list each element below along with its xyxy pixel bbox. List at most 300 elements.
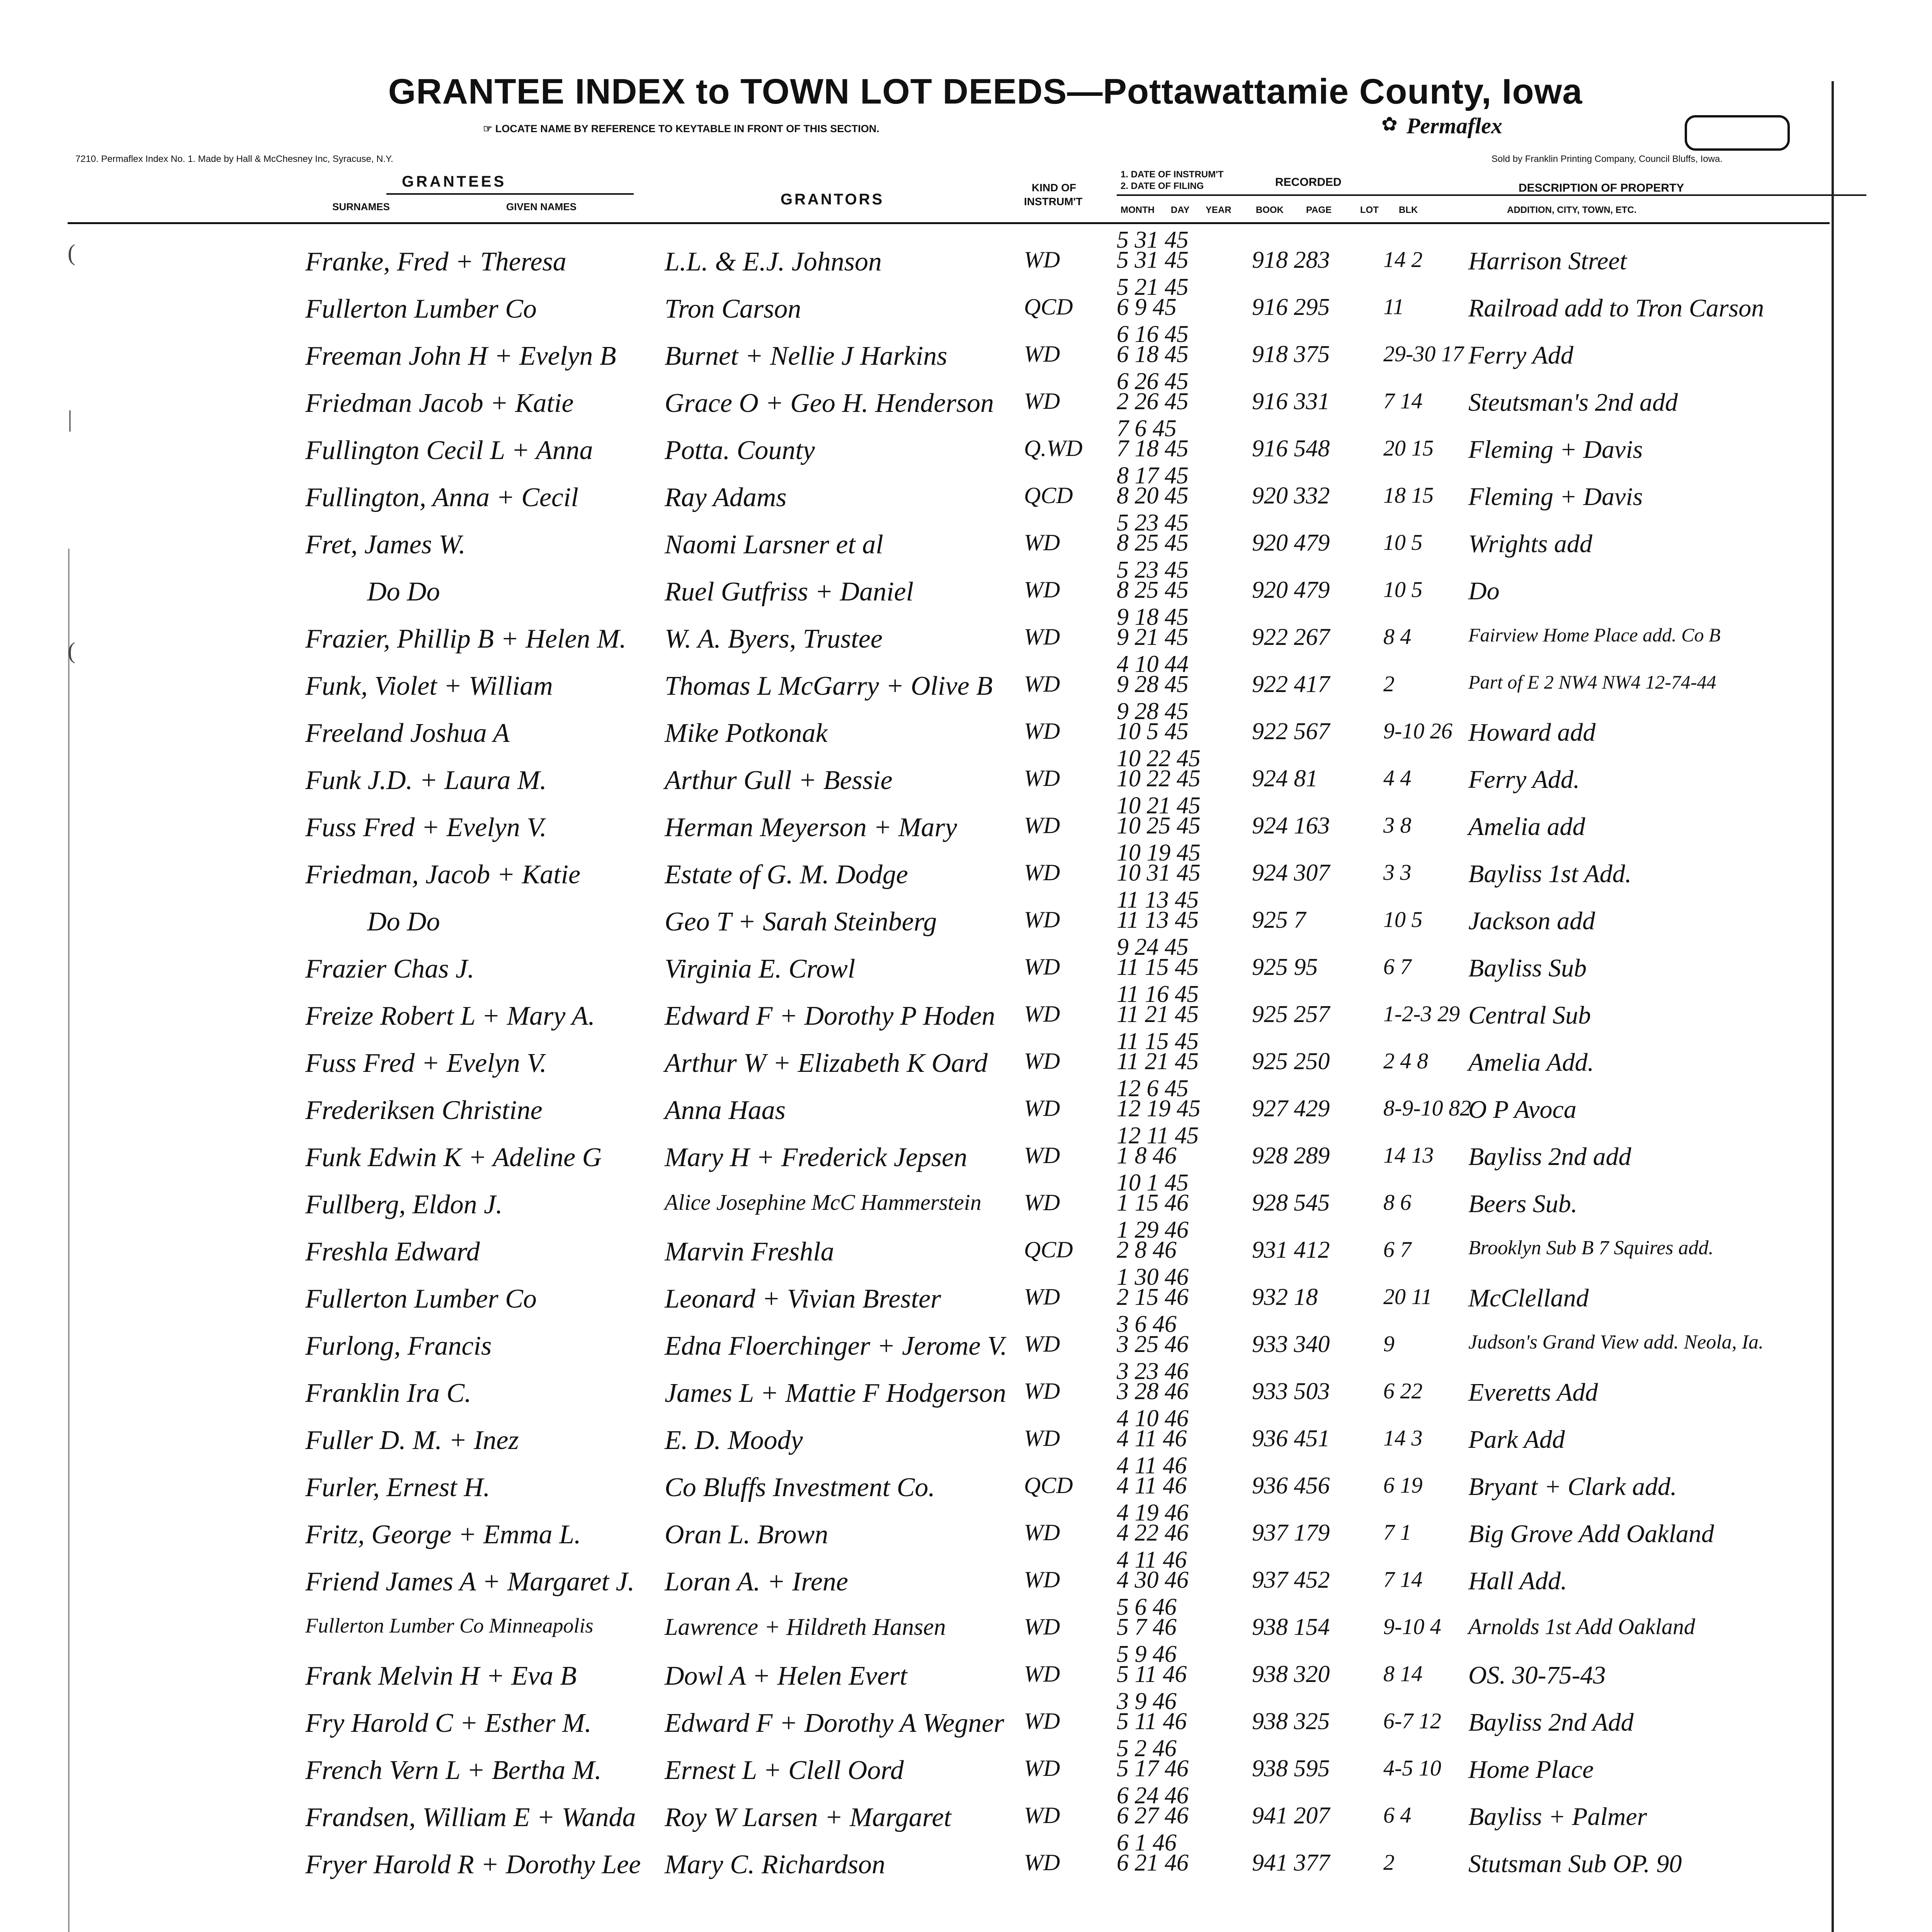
entry-row: [0, 840, 1932, 892]
description: Brooklyn Sub B 7 Squires add.: [1468, 1237, 1714, 1259]
kind: Q.WD: [1024, 435, 1083, 461]
grantor: Ray Adams: [665, 483, 787, 512]
entry-row: [0, 1311, 1932, 1363]
grantee: Fret, James W.: [305, 530, 466, 560]
form-title: GRANTEE INDEX to TOWN LOT DEEDS—Pottawattamie County, Iowa: [388, 72, 1583, 111]
lot-blk: 3 3: [1383, 860, 1412, 885]
grantor: Herman Meyerson + Mary: [665, 813, 957, 842]
margin-tick: |: [68, 406, 73, 432]
date-filed: 11 21 45: [1117, 1048, 1199, 1075]
book-page: 918 375: [1252, 341, 1330, 367]
book-page: 918 283: [1252, 247, 1330, 273]
kind: WD: [1024, 1803, 1060, 1828]
date-instrument: 10 22 45: [1117, 745, 1201, 772]
kind: WD: [1024, 860, 1060, 885]
date-filing-heading: 2. DATE OF FILING: [1121, 181, 1204, 191]
date-instrument: 11 16 45: [1117, 981, 1199, 1007]
grantor: Roy W Larsen + Margaret: [665, 1803, 951, 1832]
lot-blk: 4-5 10: [1383, 1755, 1441, 1781]
book-page: 932 18: [1252, 1284, 1318, 1310]
lot-blk: 4 4: [1383, 765, 1412, 791]
blk-heading: BLK: [1399, 205, 1418, 215]
grantor: Mary C. Richardson: [665, 1850, 885, 1879]
instrumt-heading: INSTRUM'T: [1024, 196, 1083, 207]
entry-row: [0, 1594, 1932, 1646]
date-instrument: 5 6 46: [1117, 1594, 1177, 1620]
entry-row: [0, 745, 1932, 798]
recorded-heading: RECORDED: [1275, 176, 1342, 189]
kind: WD: [1024, 1567, 1060, 1592]
grantor: Mary H + Frederick Jepsen: [665, 1143, 968, 1172]
grantee: Frederiksen Christine: [305, 1095, 543, 1125]
date-instrument: 3 6 46: [1117, 1311, 1177, 1337]
grantee: Freshla Edward: [305, 1237, 480, 1267]
entry-row: [0, 604, 1932, 656]
date-filed: 2 8 46: [1117, 1237, 1177, 1263]
grantee: Funk J.D. + Laura M.: [305, 765, 547, 795]
description: Fleming + Davis: [1468, 483, 1643, 511]
date-instrument: 5 23 45: [1117, 557, 1189, 583]
date-filed: 9 21 45: [1117, 624, 1189, 650]
description: Bryant + Clark add.: [1468, 1473, 1677, 1501]
entry-row: [0, 1735, 1932, 1787]
grantee: Fullerton Lumber Co Minneapolis: [305, 1614, 594, 1637]
lot-blk: 8 14: [1383, 1661, 1423, 1686]
kind: WD: [1024, 1284, 1060, 1310]
entry-row: [0, 274, 1932, 326]
date-filed: 8 20 45: [1117, 483, 1189, 509]
date-filed: 1 15 46: [1117, 1190, 1189, 1216]
grantee: Fry Harold C + Esther M.: [305, 1708, 592, 1738]
kind: WD: [1024, 341, 1060, 367]
recorded-underline: [1117, 194, 1866, 196]
grantee: Franklin Ira C.: [305, 1378, 471, 1408]
description-heading: DESCRIPTION OF PROPERTY: [1519, 182, 1684, 194]
description: Bayliss + Palmer: [1468, 1803, 1647, 1831]
kind: QCD: [1024, 483, 1073, 508]
book-page: 925 95: [1252, 954, 1318, 980]
date-filed: 11 13 45: [1117, 907, 1199, 933]
kind: WD: [1024, 388, 1060, 414]
grantee: Fullington Cecil L + Anna: [305, 435, 593, 465]
kind: WD: [1024, 813, 1060, 838]
grantor: Loran A. + Irene: [665, 1567, 848, 1597]
description: Railroad add to Tron Carson: [1468, 294, 1764, 322]
description: Central Sub: [1468, 1001, 1591, 1029]
date-filed: 3 28 46: [1117, 1378, 1189, 1405]
book-page: 933 340: [1252, 1331, 1330, 1357]
date-instrument: 1 30 46: [1117, 1264, 1189, 1290]
kind: QCD: [1024, 1473, 1073, 1498]
entry-row: [0, 1641, 1932, 1693]
lot-blk: 29-30 17: [1383, 341, 1464, 366]
date-filed: 10 22 45: [1117, 765, 1201, 792]
date-instrument: 5 21 45: [1117, 274, 1189, 300]
date-instrument: 3 23 46: [1117, 1358, 1189, 1384]
grantee: Frandsen, William E + Wanda: [305, 1803, 636, 1832]
book-page: 938 320: [1252, 1661, 1330, 1687]
lot-blk: 8 4: [1383, 624, 1412, 649]
book-page: 928 289: [1252, 1143, 1330, 1169]
date-instrument: 4 19 46: [1117, 1500, 1189, 1526]
lot-blk: 20 15: [1383, 435, 1434, 461]
permaflex-logo-icon: ✿: [1381, 113, 1398, 135]
grantee: Freize Robert L + Mary A.: [305, 1001, 595, 1031]
book-page: 941 377: [1252, 1850, 1330, 1876]
grantee: Funk, Violet + William: [305, 671, 553, 701]
book-page: 924 163: [1252, 813, 1330, 839]
grantors-heading: GRANTORS: [781, 191, 884, 208]
book-page: 922 417: [1252, 671, 1330, 697]
description: Wrights add: [1468, 530, 1592, 558]
month-heading: MONTH: [1121, 205, 1155, 215]
date-instrument: 8 17 45: [1117, 463, 1189, 489]
date-instrument: 4 10 46: [1117, 1405, 1189, 1432]
entry-row: [0, 1358, 1932, 1410]
date-instrumt-heading: 1. DATE OF INSTRUM'T: [1121, 169, 1224, 180]
grantor: Oran L. Brown: [665, 1520, 828, 1549]
grantor: Leonard + Vivian Brester: [665, 1284, 941, 1314]
entry-row: [0, 1122, 1932, 1175]
date-instrument: 11 13 45: [1117, 887, 1199, 913]
kind: WD: [1024, 1001, 1060, 1027]
description: Amelia add: [1468, 813, 1585, 841]
lot-blk: 6 7: [1383, 1237, 1412, 1262]
book-page: 933 503: [1252, 1378, 1330, 1405]
header-rule: [68, 222, 1830, 224]
grantee: Furlong, Francis: [305, 1331, 492, 1361]
grantor: Arthur W + Elizabeth K Oard: [665, 1048, 988, 1078]
description: Bayliss 2nd add: [1468, 1143, 1631, 1171]
year-heading: YEAR: [1206, 205, 1231, 215]
grantor: Burnet + Nellie J Harkins: [665, 341, 947, 371]
page-heading: PAGE: [1306, 205, 1332, 215]
lot-blk: 6-7 12: [1383, 1708, 1441, 1733]
grantor: Arthur Gull + Bessie: [665, 765, 893, 795]
description: Jackson add: [1468, 907, 1595, 935]
kind-of-heading: KIND OF: [1032, 182, 1077, 194]
kind: WD: [1024, 671, 1060, 697]
entry-row: [0, 651, 1932, 703]
grantee: Fullerton Lumber Co: [305, 1284, 537, 1314]
date-filed: 4 11 46: [1117, 1473, 1187, 1499]
grantor: Thomas L McGarry + Olive B: [665, 671, 993, 701]
grantor: Alice Josephine McC Hammerstein: [665, 1190, 981, 1215]
entry-row: [0, 887, 1932, 939]
grantee: Freeman John H + Evelyn B: [305, 341, 616, 371]
entry-row: [0, 510, 1932, 562]
margin-tick: (: [68, 240, 75, 265]
description: Home Place: [1468, 1755, 1594, 1784]
grantees-heading: GRANTEES: [402, 173, 507, 190]
lot-blk: 10 5: [1383, 530, 1423, 555]
lot-blk: 2: [1383, 671, 1395, 696]
book-page: 928 545: [1252, 1190, 1330, 1216]
book-page: 936 456: [1252, 1473, 1330, 1499]
book-page: 924 307: [1252, 860, 1330, 886]
date-filed: 5 11 46: [1117, 1661, 1187, 1687]
grantor: L.L. & E.J. Johnson: [665, 247, 882, 277]
entry-row: [0, 698, 1932, 750]
grantee: Frank Melvin H + Eva B: [305, 1661, 577, 1691]
date-instrument: 12 6 45: [1117, 1075, 1189, 1102]
book-page: 941 207: [1252, 1803, 1330, 1829]
grantor: Geo T + Sarah Steinberg: [665, 907, 937, 937]
addition-heading: ADDITION, CITY, TOWN, ETC.: [1507, 205, 1637, 215]
date-filed: 3 25 46: [1117, 1331, 1189, 1357]
lot-blk: 10 5: [1383, 577, 1423, 602]
grantee: Fullerton Lumber Co: [305, 294, 537, 324]
lot-blk: 9-10 4: [1383, 1614, 1441, 1639]
date-filed: 12 19 45: [1117, 1095, 1201, 1122]
lot-blk: 10 5: [1383, 907, 1423, 932]
kind: WD: [1024, 1755, 1060, 1781]
description: Park Add: [1468, 1425, 1565, 1454]
grantor: Estate of G. M. Dodge: [665, 860, 908, 889]
description: Big Grove Add Oakland: [1468, 1520, 1714, 1548]
date-filed: 6 18 45: [1117, 341, 1189, 367]
date-filed: 5 17 46: [1117, 1755, 1189, 1782]
entry-row: [0, 1170, 1932, 1222]
grantee: Do Do: [367, 577, 440, 607]
date-instrument: 9 28 45: [1117, 698, 1189, 724]
kind: WD: [1024, 1661, 1060, 1687]
date-filed: 4 11 46: [1117, 1425, 1187, 1452]
book-page: 920 479: [1252, 577, 1330, 603]
kind: QCD: [1024, 1237, 1073, 1262]
date-filed: 8 25 45: [1117, 577, 1189, 603]
description: Steutsman's 2nd add: [1468, 388, 1678, 417]
description: Harrison Street: [1468, 247, 1627, 275]
entry-row: [0, 981, 1932, 1033]
lot-blk: 18 15: [1383, 483, 1434, 508]
made-by-note: 7210. Permaflex Index No. 1. Made by Hall & McChesney Inc, Syracuse, N.Y.: [75, 154, 393, 164]
kind: WD: [1024, 954, 1060, 980]
date-filed: 11 21 45: [1117, 1001, 1199, 1027]
grantee: Fuss Fred + Evelyn V.: [305, 1048, 547, 1078]
book-page: 927 429: [1252, 1095, 1330, 1122]
grantee: Fuller D. M. + Inez: [305, 1425, 519, 1455]
entry-row: [0, 934, 1932, 986]
date-filed: 4 30 46: [1117, 1567, 1189, 1593]
lot-blk: 7 1: [1383, 1520, 1412, 1545]
date-filed: 6 9 45: [1117, 294, 1177, 320]
locate-note: ☞ LOCATE NAME BY REFERENCE TO KEYTABLE IN FRONT OF THIS SECTION.: [483, 123, 879, 134]
lot-blk: 6 22: [1383, 1378, 1423, 1403]
kind: WD: [1024, 1095, 1060, 1121]
book-page: 937 179: [1252, 1520, 1330, 1546]
kind: WD: [1024, 907, 1060, 932]
date-filed: 6 21 46: [1117, 1850, 1189, 1876]
grantor: Edward F + Dorothy P Hoden: [665, 1001, 995, 1031]
entry-row: [0, 368, 1932, 420]
entry-row: [0, 1217, 1932, 1269]
description: Fairview Home Place add. Co B: [1468, 624, 1721, 646]
book-page: 916 548: [1252, 435, 1330, 462]
lot-blk: 3 8: [1383, 813, 1412, 838]
lot-blk: 14 3: [1383, 1425, 1423, 1451]
entry-row: [0, 1830, 1932, 1882]
kind: WD: [1024, 624, 1060, 650]
book-page: 937 452: [1252, 1567, 1330, 1593]
description: Fleming + Davis: [1468, 435, 1643, 464]
grantor: Virginia E. Crowl: [665, 954, 855, 984]
book-page: 938 154: [1252, 1614, 1330, 1640]
entry-row: [0, 1405, 1932, 1458]
grantor: James L + Mattie F Hodgerson: [665, 1378, 1006, 1408]
grantor: Potta. County: [665, 435, 815, 465]
date-filed: 6 27 46: [1117, 1803, 1189, 1829]
grantor: Edward F + Dorothy A Wegner: [665, 1708, 1004, 1738]
date-filed: 2 15 46: [1117, 1284, 1189, 1310]
margin-tick: (: [68, 638, 75, 663]
day-heading: DAY: [1171, 205, 1190, 215]
kind: WD: [1024, 1378, 1060, 1404]
date-filed: 10 5 45: [1117, 718, 1189, 745]
entry-row: [0, 1075, 1932, 1128]
description: Hall Add.: [1468, 1567, 1567, 1595]
description: Ferry Add.: [1468, 765, 1580, 794]
lot-blk: 11: [1383, 294, 1404, 319]
permaflex-logo: Permaflex: [1406, 113, 1503, 138]
lot-heading: LOT: [1360, 205, 1379, 215]
given-names-heading: GIVEN NAMES: [506, 201, 577, 213]
date-instrument: 5 31 45: [1117, 227, 1189, 253]
kind: WD: [1024, 1048, 1060, 1074]
grantor: Mike Potkonak: [665, 718, 828, 748]
date-instrument: 5 2 46: [1117, 1735, 1177, 1762]
grantor: Edna Floerchinger + Jerome V.: [665, 1331, 1007, 1361]
book-page: 920 332: [1252, 483, 1330, 509]
kind: WD: [1024, 718, 1060, 744]
book-page: 938 595: [1252, 1755, 1330, 1782]
grantee: Friedman Jacob + Katie: [305, 388, 574, 418]
date-instrument: 4 10 44: [1117, 651, 1189, 677]
date-instrument: 10 19 45: [1117, 840, 1201, 866]
lot-blk: 6 19: [1383, 1473, 1423, 1498]
grantee: Frazier Chas J.: [305, 954, 474, 984]
grantee: French Vern L + Bertha M.: [305, 1755, 602, 1785]
grantee: Freeland Joshua A: [305, 718, 510, 748]
kind: WD: [1024, 1614, 1060, 1639]
lot-blk: 20 11: [1383, 1284, 1432, 1309]
book-page: 920 479: [1252, 530, 1330, 556]
book-page: 922 267: [1252, 624, 1330, 650]
entry-row: [0, 1782, 1932, 1835]
date-filed: 5 31 45: [1117, 247, 1189, 273]
grantor: Naomi Larsner et al: [665, 530, 883, 560]
book-page: 925 250: [1252, 1048, 1330, 1075]
date-instrument: 6 26 45: [1117, 368, 1189, 395]
date-instrument: 6 1 46: [1117, 1830, 1177, 1856]
entry-row: [0, 1547, 1932, 1599]
grantee: Fryer Harold R + Dorothy Lee: [305, 1850, 641, 1879]
kind: WD: [1024, 530, 1060, 555]
lot-blk: 14 13: [1383, 1143, 1434, 1168]
surnames-heading: SURNAMES: [332, 201, 390, 213]
grantee: Fullberg, Eldon J.: [305, 1190, 503, 1219]
date-instrument: 5 23 45: [1117, 510, 1189, 536]
entry-row: [0, 463, 1932, 515]
lot-blk: 2 4 8: [1383, 1048, 1428, 1073]
grantor: Tron Carson: [665, 294, 801, 324]
grantor: Dowl A + Helen Evert: [665, 1661, 907, 1691]
date-instrument: 12 11 45: [1117, 1122, 1199, 1149]
entry-row: [0, 321, 1932, 373]
date-instrument: 7 6 45: [1117, 415, 1177, 442]
index-tab-box: [1685, 115, 1790, 151]
date-filed: 5 11 46: [1117, 1708, 1187, 1735]
lot-blk: 8-9-10 82: [1383, 1095, 1471, 1121]
date-instrument: 9 18 45: [1117, 604, 1189, 630]
date-filed: 4 22 46: [1117, 1520, 1189, 1546]
grantor: Ruel Gutfriss + Daniel: [665, 577, 914, 607]
date-instrument: 5 9 46: [1117, 1641, 1177, 1667]
book-page: 916 331: [1252, 388, 1330, 415]
kind: WD: [1024, 1190, 1060, 1215]
date-instrument: 6 24 46: [1117, 1782, 1189, 1809]
grantee: Frazier, Phillip B + Helen M.: [305, 624, 626, 654]
book-heading: BOOK: [1256, 205, 1284, 215]
sold-by-note: Sold by Franklin Printing Company, Council Bluffs, Iowa.: [1492, 154, 1723, 164]
entry-row: [0, 793, 1932, 845]
lot-blk: 7 14: [1383, 388, 1423, 413]
grantee: Fuss Fred + Evelyn V.: [305, 813, 547, 842]
date-instrument: 10 21 45: [1117, 793, 1201, 819]
grantor: E. D. Moody: [665, 1425, 803, 1455]
lot-blk: 7 14: [1383, 1567, 1423, 1592]
description: Beers Sub.: [1468, 1190, 1578, 1218]
kind: WD: [1024, 1520, 1060, 1545]
lot-blk: 9: [1383, 1331, 1395, 1356]
book-page: 938 325: [1252, 1708, 1330, 1735]
entry-row: [0, 557, 1932, 609]
grantor: Grace O + Geo H. Henderson: [665, 388, 994, 418]
entry-row: [0, 415, 1932, 468]
date-instrument: 10 1 45: [1117, 1170, 1189, 1196]
lot-blk: 14 2: [1383, 247, 1423, 272]
kind: WD: [1024, 1850, 1060, 1875]
date-filed: 8 25 45: [1117, 530, 1189, 556]
description: Arnolds 1st Add Oakland: [1468, 1614, 1695, 1639]
kind: QCD: [1024, 294, 1073, 320]
date-instrument: 3 9 46: [1117, 1688, 1177, 1714]
date-filed: 9 28 45: [1117, 671, 1189, 697]
date-filed: 11 15 45: [1117, 954, 1199, 980]
grantees-underline: [386, 193, 634, 195]
grantee: Do Do: [367, 907, 440, 937]
description: Bayliss 1st Add.: [1468, 860, 1632, 888]
grantor: Ernest L + Clell Oord: [665, 1755, 904, 1785]
lot-blk: 6 7: [1383, 954, 1412, 979]
description: OS. 30-75-43: [1468, 1661, 1606, 1689]
book-page: 925 257: [1252, 1001, 1330, 1027]
description: Everetts Add: [1468, 1378, 1598, 1406]
date-instrument: 4 11 46: [1117, 1452, 1187, 1479]
grantee: Fullington, Anna + Cecil: [305, 483, 579, 512]
kind: WD: [1024, 1331, 1060, 1357]
description: Do: [1468, 577, 1500, 605]
description: Howard add: [1468, 718, 1596, 747]
grantor: W. A. Byers, Trustee: [665, 624, 883, 654]
date-instrument: 9 24 45: [1117, 934, 1189, 960]
book-page: 916 295: [1252, 294, 1330, 320]
date-filed: 10 25 45: [1117, 813, 1201, 839]
kind: WD: [1024, 577, 1060, 602]
book-page: 924 81: [1252, 765, 1318, 792]
locate-note-text: LOCATE NAME BY REFERENCE TO KEYTABLE IN FRONT OF THIS SECTION.: [495, 123, 879, 134]
grantor: Anna Haas: [665, 1095, 786, 1125]
